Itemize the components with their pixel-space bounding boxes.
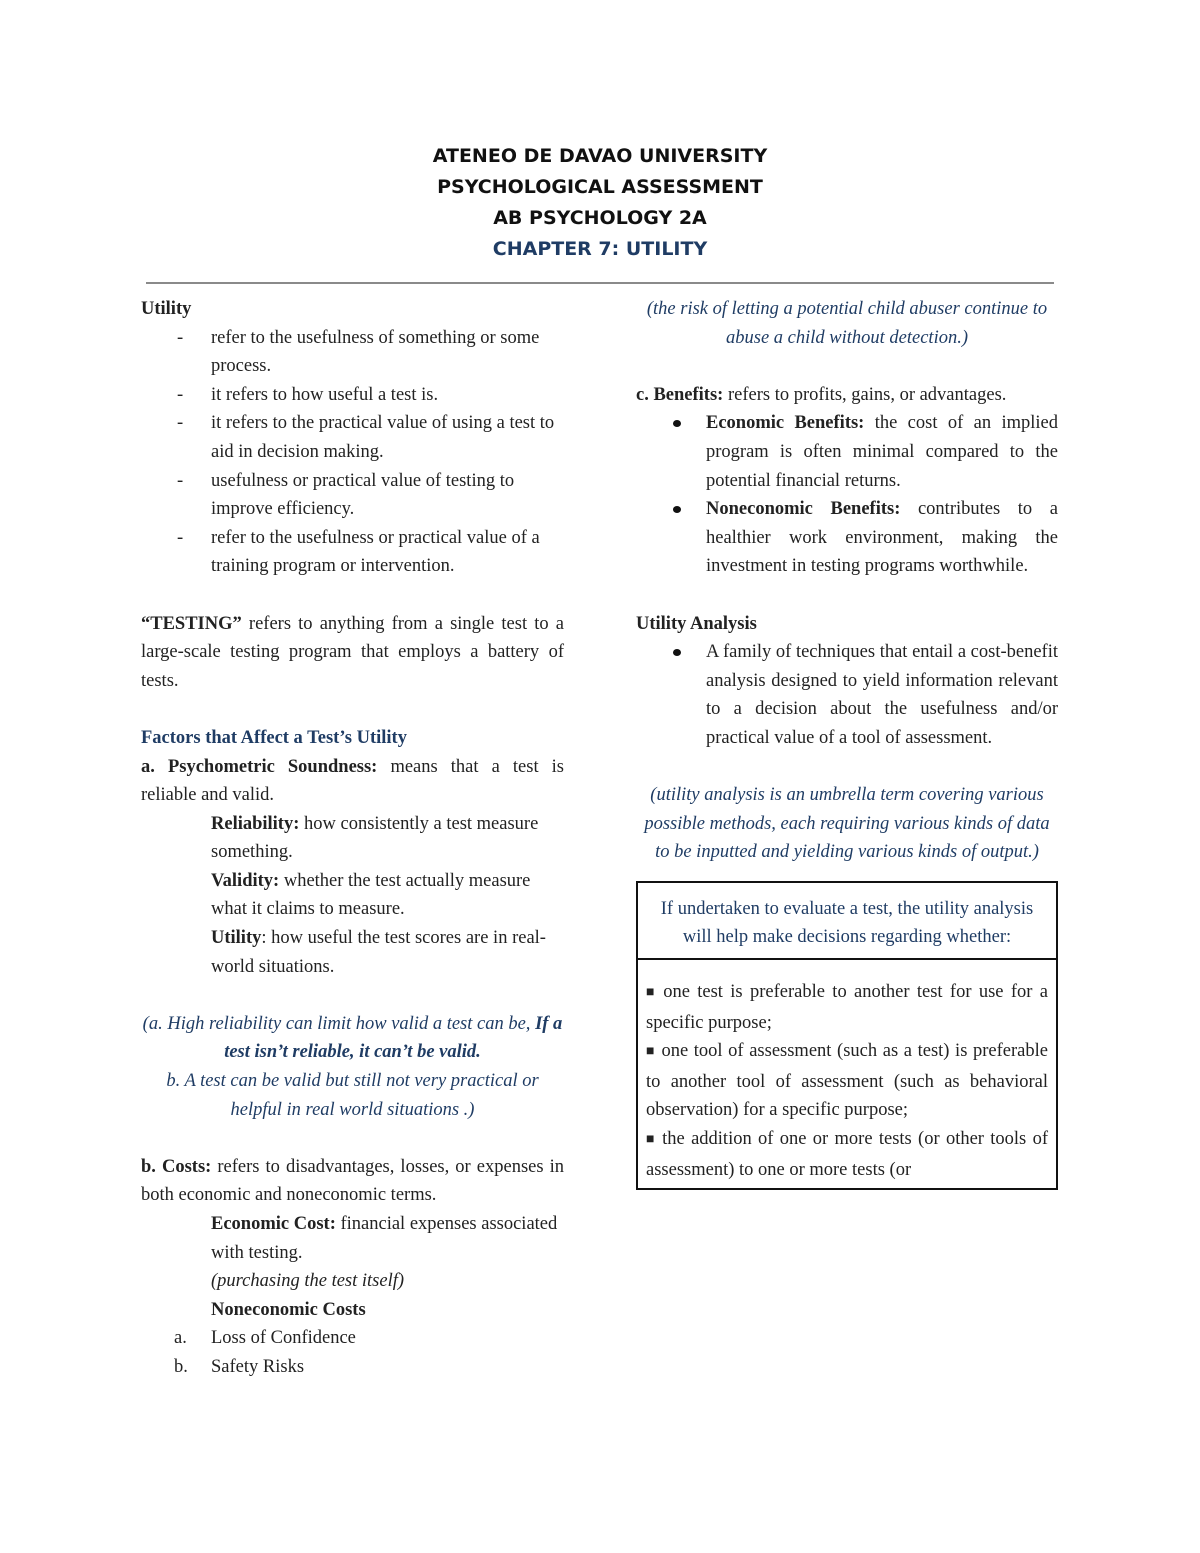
list-item: Noneconomic Benefits: contributes to a healthier work environment, making the investment in testing programs worthwhile. (636, 495, 1058, 581)
economic-cost-note: (purchasing the test itself) (211, 1271, 405, 1292)
square-bullet-icon: ■ (646, 1132, 657, 1148)
utility-definition-list (141, 324, 564, 581)
left-column (141, 295, 564, 1382)
benefits-list (636, 409, 1058, 581)
bullet-icon (673, 649, 681, 656)
university-name: ATENEO DE DAVAO UNIVERSITY (432, 145, 768, 167)
list-item: - it refers to how useful a test is. (177, 384, 439, 405)
costs-definition: b. Costs: refers to disadvantages, losses, or expenses in both economic and noneconomic terms. (141, 1156, 564, 1206)
validity-definition: Validity: whether the test actually measure what it claims to measure. (211, 870, 531, 920)
psychometric-soundness: a. Psychometric Soundness: means that a test is reliable and valid. (141, 756, 565, 806)
decision-box-header: If undertaken to evaluate a test, the utility analysis will help make decisions regarding whether: (638, 883, 1056, 960)
bullet-icon (673, 420, 681, 427)
header-divider (146, 282, 1054, 284)
noneconomic-costs-list (141, 1324, 564, 1381)
decision-box (636, 881, 1058, 1190)
course-title: PSYCHOLOGICAL ASSESSMENT (437, 176, 763, 198)
chapter-title: CHAPTER 7: UTILITY (492, 238, 708, 260)
reliability-definition: Reliability: how consistently a test measure something. (211, 813, 539, 863)
decision-box-body (638, 960, 1056, 1188)
square-bullet-icon: ■ (646, 1044, 656, 1060)
list-item: - refer to the usefulness of something or some process. (177, 327, 540, 377)
utility-analysis-list (636, 638, 1058, 752)
list-item: ■ one tool of assessment (such as a test) is preferable to another tool of assessment (such as behavioral observation) for a specific purpose; (646, 1041, 1048, 1121)
bullet-icon (673, 506, 681, 513)
utility-analysis-heading: Utility Analysis (636, 613, 757, 634)
utility-definition: Utility: how useful the test scores are in real-world situations. (211, 928, 546, 977)
list-item: ■ one test is preferable to another test for use for a specific purpose; (646, 982, 1048, 1033)
list-item: ■ the addition of one or more tests (or other tools of assessment) to one or more tests (or (646, 1129, 1048, 1180)
document-header (0, 141, 1200, 265)
square-bullet-icon: ■ (646, 985, 658, 1001)
testing-definition: “TESTING” refers to anything from a single test to a large-scale testing program that employs a battery of tests. (141, 613, 564, 691)
benefits-definition: c. Benefits: refers to profits, gains, or advantages. (636, 384, 1007, 405)
economic-cost: Economic Cost: financial expenses associated with testing. (211, 1214, 558, 1263)
list-item: b. Safety Risks (174, 1356, 305, 1377)
reliability-validity-note: (a. High reliability can limit how valid a test can be, If a test isn’t reliable, it can’t be valid. b. A test can be valid but still not very practical or helpful in real world situations .) (142, 1013, 563, 1120)
risk-note: (the risk of letting a potential child abuser continue to abuse a child without detection.) (646, 299, 1048, 348)
utility-heading: Utility (141, 299, 192, 319)
list-item: A family of techniques that entail a cost-benefit analysis designed to yield information relevant to a decision about the usefulness and/or practical value of a tool of assessment. (636, 638, 1058, 752)
list-item: a. Loss of Confidence (174, 1328, 356, 1349)
noneconomic-costs-heading: Noneconomic Costs (211, 1299, 366, 1320)
list-item: Economic Benefits: the cost of an implied program is often minimal compared to the potential financial returns. (636, 409, 1058, 495)
list-item: - refer to the usefulness or practical value of a training program or intervention. (177, 527, 540, 577)
factors-heading: Factors that Affect a Test’s Utility (141, 727, 407, 748)
list-item: - usefulness or practical value of testing to improve efficiency. (177, 470, 515, 520)
right-column (636, 295, 1058, 1190)
utility-analysis-note: (utility analysis is an umbrella term covering various possible methods, each requiring various kinds of data to be inputted and yielding various kinds of output.) (644, 785, 1050, 863)
list-item: - it refers to the practical value of using a test to aid in decision making. (177, 413, 555, 462)
section-name: AB PSYCHOLOGY 2A (493, 207, 707, 229)
